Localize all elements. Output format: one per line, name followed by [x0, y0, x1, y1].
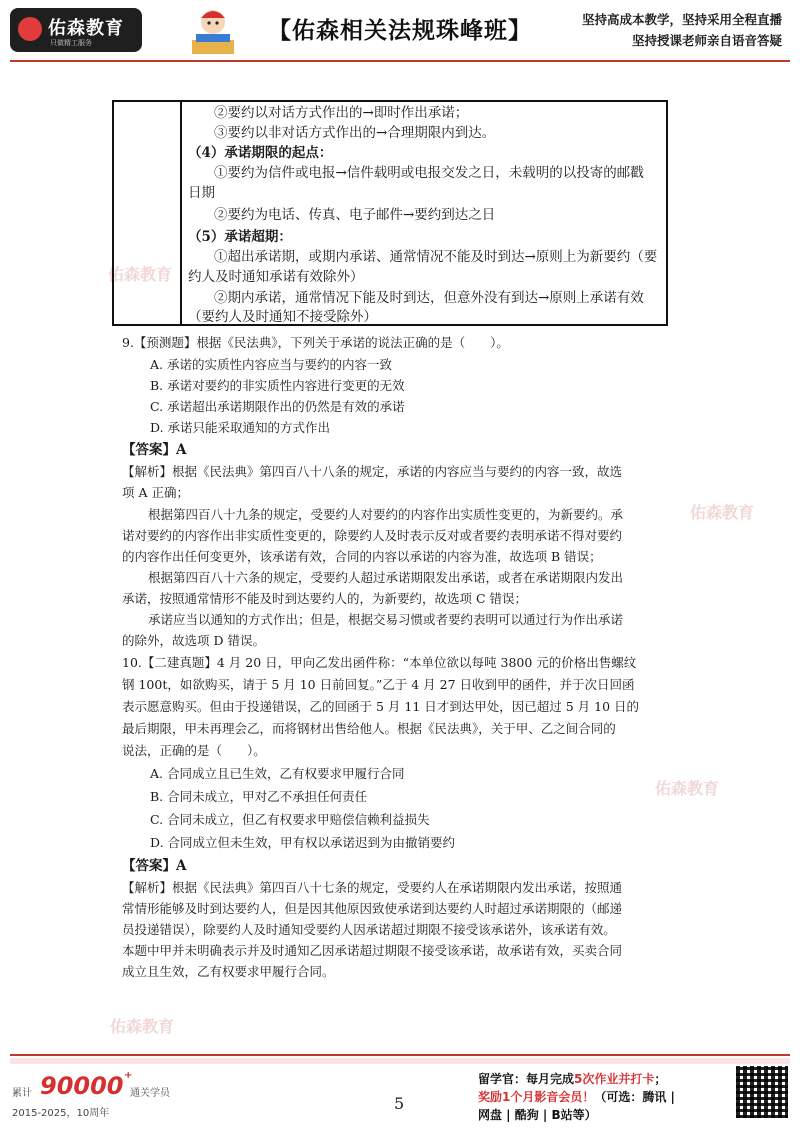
q10-option-d: D. 合同成立但未生效，甲有权以承诺迟到为由撤销要约: [150, 835, 456, 850]
table-line: 约人及时通知承诺有效除外）: [188, 269, 364, 285]
q9-analysis-line: 的内容作出任何变更外，该承诺有效，合同的内容以承诺的内容为准，故选项 B 错误；: [122, 549, 602, 564]
logo-mark-icon: [18, 17, 42, 41]
page-number: 5: [394, 1094, 405, 1113]
q9-analysis-line: 诺对要约的内容作出非实质性变更的，除要约人及时表示反对或者要约表明承诺不得对要约: [122, 528, 623, 543]
footer-accum-number: 90000: [40, 1072, 124, 1100]
promo-text: （可选：腾讯 |: [594, 1090, 675, 1104]
q10-analysis-line: 常情形能够及时到达要约人，但是因其他原因致使承诺到达要约人时超过承诺期限的（邮递: [122, 901, 623, 916]
watermark: 佑森教育: [108, 265, 173, 284]
table-line: （5）承诺超期：: [188, 229, 292, 245]
promo-text: ；: [654, 1072, 667, 1086]
question-10-stem: 表示愿意购买。但由于投递错误，乙的回函于 5 月 11 日才到达甲处，因已超过 5 月 10 日的: [122, 699, 640, 714]
q9-analysis-line: 【解析】根据《民法典》第四百八十八条的规定，承诺的内容应当与要约的内容一致，故选: [122, 464, 623, 479]
table-line: ②期内承诺，通常情况下能及时到达，但意外没有到达→原则上承诺有效: [214, 290, 644, 306]
table-line: ①要约为信件或电报→信件载明或电报交发之日，未载明的以投寄的邮戳: [214, 165, 644, 181]
table-line: （4）承诺期限的起点：: [188, 145, 333, 161]
q10-analysis-line: 【解析】根据《民法典》第四百八十七条的规定，受要约人在承诺期限内发出承诺，按照通: [122, 880, 623, 895]
logo-slogan: 只做精工服务: [50, 39, 92, 47]
q10-option-a: A. 合同成立且已生效，乙有权要求甲履行合同: [150, 766, 405, 781]
question-10-stem: 最后期限，甲未再理会乙，而将钢材出售给他人。根据《民法典》，关于甲、乙之间合同的: [122, 721, 616, 736]
table-line: ②要约为电话、传真、电子邮件→要约到达之日: [214, 207, 496, 223]
footer-divider: [10, 1054, 790, 1056]
watermark: 佑森教育: [110, 1017, 175, 1036]
table-line: ②要约以对话方式作出的→即时作出承诺；: [214, 105, 469, 121]
q9-answer: 【答案】A: [122, 442, 187, 458]
qr-code-icon[interactable]: [736, 1066, 788, 1118]
table-line: 日期: [188, 185, 215, 201]
question-9-stem: 9.【预测题】根据《民法典》，下列关于承诺的说法正确的是（ ）。: [122, 335, 509, 350]
table-line: ①超出承诺期，或期内承诺、通常情况不能及时到达→原则上为新要约（要: [214, 249, 658, 265]
q9-analysis-line: 根据第四百八十九条的规定，受要约人对要约的内容作出实质性变更的，为新要约。承: [148, 507, 624, 522]
page-title: 【佑森相关法规珠峰班】: [268, 18, 532, 44]
watermark: 佑森教育: [690, 503, 755, 522]
table-line: （要约人及时通知不接受除外）: [188, 309, 377, 325]
header-divider: [10, 60, 790, 62]
q9-option-a: A. 承诺的实质性内容应当与要约的内容一致: [150, 357, 392, 372]
footer-years: 2015-2025，10周年: [12, 1108, 110, 1119]
mascot-icon: [186, 4, 240, 58]
question-10-stem: 说法，正确的是（ ）。: [122, 743, 266, 758]
q10-analysis-line: 本题中甲并未明确表示并及时通知乙因承诺超过期限不接受该承诺，故承诺有效，买卖合同: [122, 943, 623, 958]
q10-option-b: B. 合同未成立，甲对乙不承担任何责任: [150, 789, 368, 804]
header-tagline-2: 坚持授课老师亲自语音答疑: [631, 33, 782, 48]
q9-option-d: D. 承诺只能采取通知的方式作出: [150, 420, 331, 435]
q9-analysis-line: 的除外，故选项 D 错误。: [122, 633, 265, 648]
question-10-stem: 10.【二建真题】4 月 20 日，甲向乙发出函件称：“本单位欲以每吨 3800 元的价格出售螺纹: [122, 655, 637, 670]
promo-highlight: 奖励1个月影音会员！: [478, 1090, 595, 1104]
q9-option-c: C. 承诺超出承诺期限作出的仍然是有效的承诺: [150, 399, 405, 414]
promo-line-2: [478, 1088, 675, 1105]
footer-band: [10, 1058, 790, 1064]
promo-line-1: [478, 1070, 666, 1087]
q9-option-b: B. 承诺对要约的非实质性内容进行变更的无效: [150, 378, 405, 393]
q9-analysis-line: 根据第四百八十六条的规定，受要约人超过承诺期限发出承诺，或者在承诺期限内发出: [148, 570, 624, 585]
q10-analysis-line: 成立且生效，乙有权要求甲履行合同。: [122, 964, 335, 979]
logo-name: 佑森教育: [48, 18, 124, 39]
q9-analysis-line: 承诺，按照通常情形不能及时到达要约人的，为新要约，故选项 C 错误；: [122, 591, 528, 606]
question-10-stem: 钢 100t，如欲购买，请于 5 月 10 日前回复。”乙于 4 月 27 日收到甲的函件，并于次日回函: [122, 677, 635, 692]
header-tagline-1: 坚持高成本教学，坚持采用全程直播: [581, 12, 782, 27]
promo-text: 留学官：每月完成: [478, 1072, 575, 1086]
promo-highlight: 5次作业并打卡: [574, 1072, 655, 1086]
table-column-divider: [180, 102, 182, 324]
page-header: [0, 0, 800, 60]
q10-option-c: C. 合同未成立，但乙有权要求甲赔偿信赖利益损失: [150, 812, 430, 827]
footer-accum-prefix: 累计: [12, 1088, 32, 1099]
promo-line-3: 网盘 | 酷狗 | B站等）: [478, 1108, 597, 1122]
q10-analysis-line: 员投递错误），除要约人及时通知受要约人因承诺超过期限不接受该承诺外，该承诺有效。: [122, 922, 616, 937]
table-line: ③要约以非对话方式作出的→合理期限内到达。: [214, 125, 496, 141]
footer-accum-plus: +: [124, 1070, 133, 1081]
brand-logo: [10, 8, 142, 52]
watermark: 佑森教育: [655, 779, 720, 798]
q9-analysis-line: 承诺应当以通知的方式作出；但是，根据交易习惯或者要约表明可以通过行为作出承诺: [148, 612, 624, 627]
q10-answer: 【答案】A: [122, 858, 187, 874]
q9-analysis-line: 项 A 正确；: [122, 485, 189, 500]
footer-accum-suffix: 通关学员: [130, 1088, 170, 1099]
